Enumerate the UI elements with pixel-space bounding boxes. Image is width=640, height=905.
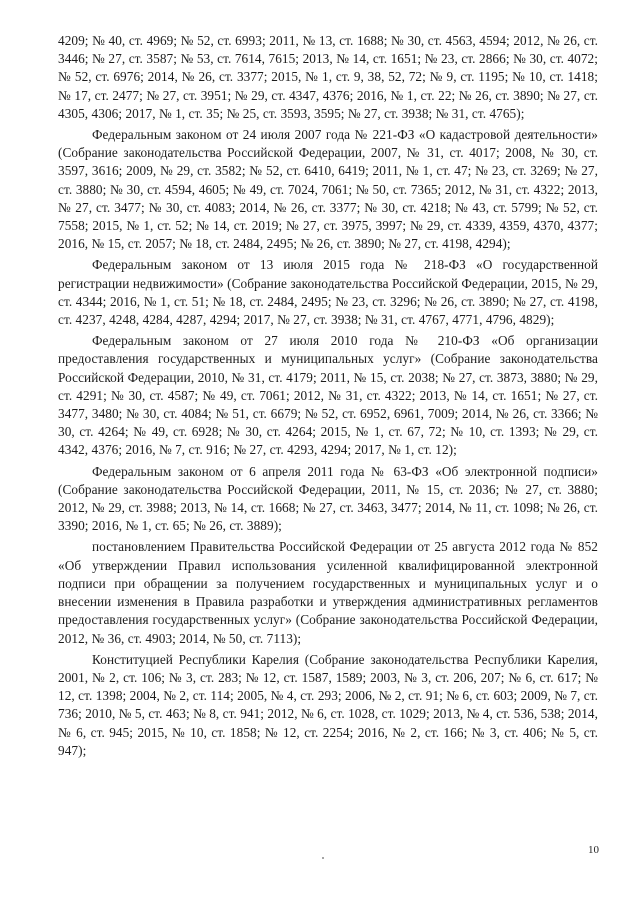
page-number: 10 <box>588 844 599 856</box>
paragraph-registration-law: Федеральным законом от 13 июля 2015 года № 218-ФЗ «О государственной регистрации недвижимости» (Собрание законодательства Российской Федерации, 2015, № 29, ст. 4344; 2016, № 1, ст. 51; № 18, ст. 2484, 2495; № 23, ст. 3296; № 26, ст. 3890; № 27, ст. 4198, ст. 4237, 4248, 4284, 4287, 4294; 2017, № 27, ст. 3938; № 31, ст. 4767, 4771, 4796, 4829); <box>58 257 598 328</box>
scan-artifact <box>322 857 324 859</box>
document-body <box>58 32 598 763</box>
paragraph-karelia-constitution: Конституцией Республики Карелия (Собрание законодательства Республики Карелия, 2001, № 2, ст. 106; № 3, ст. 283; № 12, ст. 1587, 1589; 2003, № 3, ст. 206, 207; № 6, ст. 617; № 12, ст. 1398; 2004, № 2, ст. 114; 2005, № 4, ст. 293; 2006, № 2, ст. 91; № 6, ст. 603; 2009, № 7, ст. 736; 2010, № 5, ст. 463; № 8, ст. 941; 2012, № 6, ст. 1028, ст. 1029; 2013, № 4, ст. 536, 538; 2014, № 6, ст. 945; 2015, № 10, ст. 1858; № 12, ст. 2254; 2016, № 2, ст. 166; № 3, ст. 406; № 5, ст. 947); <box>58 651 598 758</box>
paragraph-public-services-law: Федеральным законом от 27 июля 2010 года № 210-ФЗ «Об организации предоставления государственных и муниципальных услуг» (Собрание законодательства Российской Федерации, 2010, № 31, ст. 4179; 2011, № 15, ст. 2038; № 27, ст. 3873, 3880; № 29, ст. 4291; № 30, ст. 4587; № 49, ст. 7061; 2012, № 31, ст. 4322; 2013, № 14, ст. 1651; № 27, ст. 3477, 3480; № 30, ст. 4084; № 51, ст. 6679; № 52, ст. 6952, 6961, 7009; 2014, № 26, ст. 3366; № 30, ст. 4264; № 49, ст. 6928; № 30, ст. 4264; 2015, № 1, ст. 67, 72; № 10, ст. 1393; № 29, ст. 4342, 4376; 2016, № 7, ст. 916; № 27, ст. 4293, 4294; 2017, № 1, ст. 12); <box>58 333 598 458</box>
paragraph-government-decree: постановлением Правительства Российской Федерации от 25 августа 2012 года № 852 «Об утверждении Правил использования усиленной квалифицированной электронной подписи при обращении за получением государственных и муниципальных услуг и о внесении изменения в Правила разработки и утверждения административных регламентов предоставления государственных услуг» (Собрание законодательства Российской Федерации, 2012, № 36, ст. 4903; 2014, № 50, ст. 7113); <box>58 539 598 646</box>
paragraph-cadastral-law: Федеральным законом от 24 июля 2007 года № 221-ФЗ «О кадастровой деятельности» (Собрание законодательства Российской Федерации, 2007, № 31, ст. 4017; 2008, № 30, ст. 3597, 3616; 2009, № 29, ст. 3582; № 52, ст. 6410, 6419; 2011, № 1, ст. 47; № 23, ст. 3269; № 27, ст. 3880; № 30, ст. 4594, 4605; № 49, ст. 7024, 7061; № 50, ст. 7365; 2012, № 31, ст. 4322; 2013, № 27, ст. 3477; № 30, ст. 4083; 2014, № 26, ст. 3377; № 30, ст. 4218; № 43, ст. 5799; № 52, ст. 7558; 2015, № 1, ст. 52; № 14, ст. 2019; № 27, ст. 3975, 3997; № 29, ст. 4339, 4359, 4370, 4377; 2016, № 15, ст. 2057; № 18, ст. 2484, 2495; № 26, ст. 3890; № 27, ст. 4198, 4294); <box>58 127 598 252</box>
paragraph-electronic-signature-law: Федеральным законом от 6 апреля 2011 года № 63-ФЗ «Об электронной подписи» (Собрание законодательства Российской Федерации, 2011, № 15, ст. 2036; № 27, ст. 3880; 2012, № 29, ст. 3988; 2013, № 14, ст. 1668; № 27, ст. 3463, 3477; 2014, № 11, ст. 1098; № 26, ст. 3390; 2016, № 1, ст. 65; № 26, ст. 3889); <box>58 463 598 534</box>
paragraph-continuation: 4209; № 40, ст. 4969; № 52, ст. 6993; 2011, № 13, ст. 1688; № 30, ст. 4563, 4594; 2012, № 26, ст. 3446; № 27, ст. 3587; № 53, ст. 7614, 7615; 2013, № 14, ст. 1651; № 23, ст. 2866; № 30, ст. 4072; № 52, ст. 6976; 2014, № 26, ст. 3377; 2015, № 1, ст. 9, 38, 52, 72; № 9, ст. 1195; № 10, ст. 1418; № 17, ст. 2477; № 27, ст. 3951; № 29, ст. 4347, 4376; 2016, № 1, ст. 22; № 26, ст. 3890; № 27, ст. 4305, 4306; 2017, № 1, ст. 35; № 25, ст. 3593, 3595; № 27, ст. 3938; № 31, ст. 4765); <box>58 33 598 121</box>
